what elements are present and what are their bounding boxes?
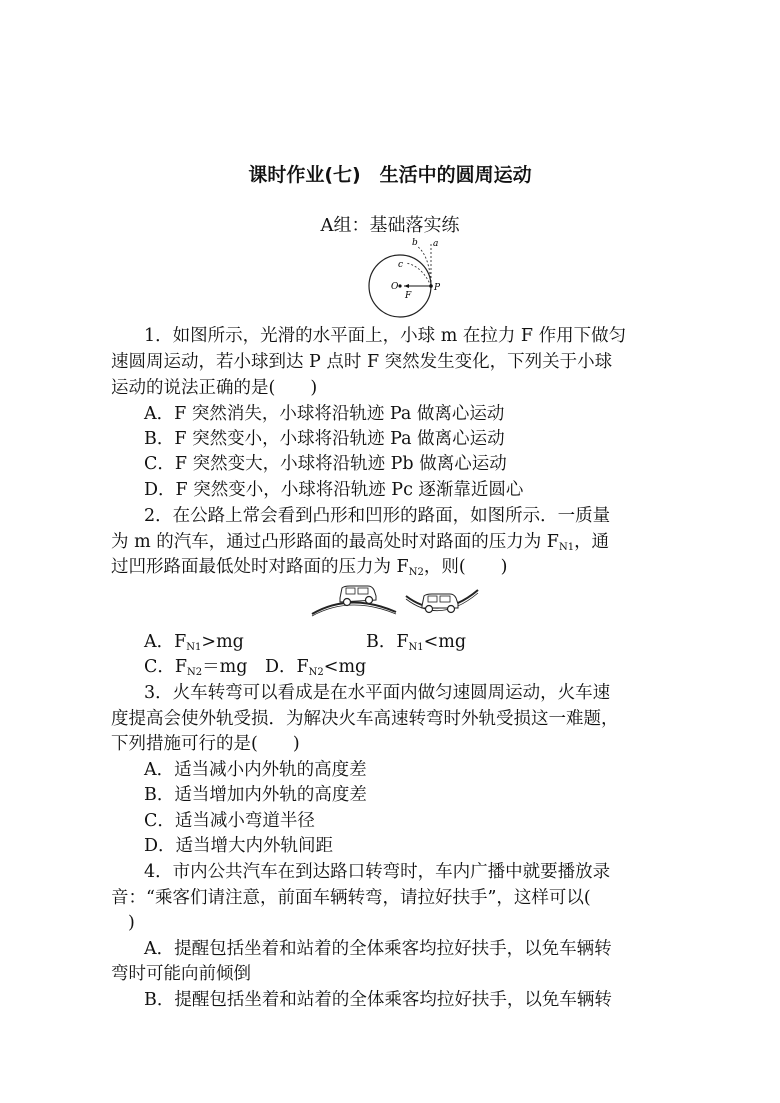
car-on-concave-road (422, 594, 458, 613)
label-p: P (434, 283, 441, 293)
label-a: a (433, 239, 439, 249)
q2-line3: 过凹形路面最低处时对路面的压力为 $F_{N2}$，则( ) (111, 557, 508, 578)
q1-line3: 运动的说法正确的是( ) (111, 378, 318, 398)
q1-line2: 速圆周运动，若小球到达 P 点时 F 突然发生变化，下列关于小球 (111, 352, 613, 372)
q1-line1: 1．如图所示，光滑的水平面上，小球 m 在拉力 F 作用下做匀 (144, 326, 627, 346)
convex-concave-road-diagram (310, 578, 480, 618)
q2-option-b: B．$F_{N1}<mg$ (366, 632, 467, 653)
label-o: O (391, 282, 399, 292)
q2-line2: 为 m 的汽车，通过凸形路面的最高处时对路面的压力为 $F_{N1}$，通 (111, 532, 610, 553)
q1-option-a: A．F 突然消失，小球将沿轨迹 Pa 做离心运动 (144, 404, 505, 424)
q2-option-c: C．$F_{N2}=mg$ D．$F_{N2}<mg$ (144, 657, 367, 678)
page-title: 课时作业(七) 生活中的圆周运动 (248, 164, 532, 186)
ball-dot (429, 284, 433, 288)
q3-option-c: C．适当减小弯道半径 (144, 811, 315, 831)
q2-option-d: D．$F_{N2}<mg$ (264, 657, 367, 678)
q4-option-a-line1: A．提醒包括坐着和站着的全体乘客均拉好扶手，以免车辆转 (144, 939, 612, 959)
q3-line3: 下列措施可行的是( ) (111, 734, 300, 754)
q3-line2: 度提高会使外轨受损．为解决火车高速转弯时外轨受损这一难题， (111, 709, 619, 729)
q4-line3: ) (128, 913, 135, 933)
q3-option-a: A．适当减小内外轨的高度差 (144, 760, 367, 780)
q4-line2: 音：“乘客们请注意，前面车辆转弯，请拉好扶手”，这样可以( (111, 888, 591, 908)
path-c (406, 263, 431, 286)
label-f: F (405, 291, 412, 301)
q3-option-d: D．适当增大内外轨间距 (144, 836, 334, 856)
q4-option-a-line2: 弯时可能向前倾倒 (111, 964, 251, 984)
q1-option-c: C．F 突然变大，小球将沿轨迹 Pb 做离心运动 (144, 454, 507, 474)
q4-option-b-line1: B．提醒包括坐着和站着的全体乘客均拉好扶手，以免车辆转 (144, 990, 612, 1010)
q3-line1: 3．火车转弯可以看成是在水平面内做匀速圆周运动，火车速 (144, 683, 611, 703)
center-dot (398, 284, 401, 287)
q4-line1: 4．市内公共汽车在到达路口转弯时，车内广播中就要播放录 (144, 862, 611, 882)
label-c: c (398, 260, 404, 270)
q1-option-b: B．F 突然变小，小球将沿轨迹 Pa 做离心运动 (144, 429, 505, 449)
convex-road (312, 602, 396, 614)
q1-option-d: D．F 突然变小，小球将沿轨迹 Pc 逐渐靠近圆心 (144, 480, 524, 500)
q3-option-b: B．适当增加内外轨的高度差 (144, 785, 367, 805)
circular-motion-diagram (360, 236, 460, 320)
q2-line1: 2．在公路上常会看到凸形和凹形的路面，如图所示．一质量 (144, 506, 611, 526)
q2-option-a: A．$F_{N1}>mg$ (144, 632, 244, 653)
label-b: b (412, 238, 418, 248)
section-title: A组：基础落实练 (320, 215, 460, 236)
